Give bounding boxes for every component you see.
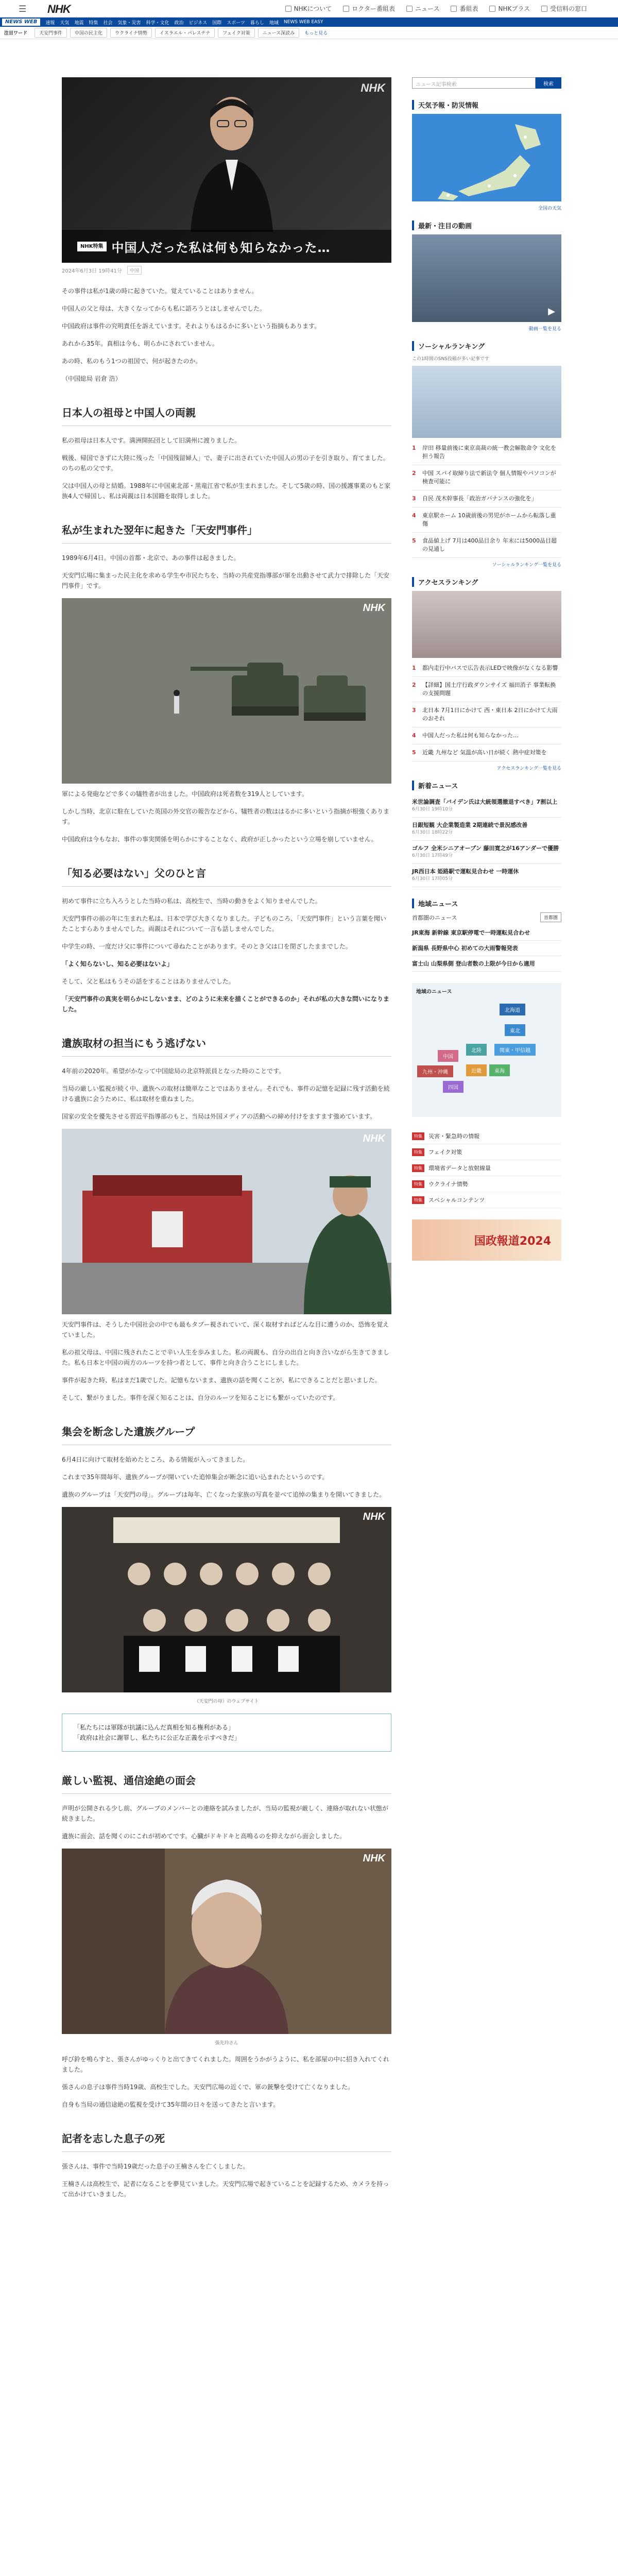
nav-item[interactable]: 社会 [103, 20, 113, 26]
paragraph: 天安門広場に集まった民主化を求める学生や市民たちを、当時の共産党指導部が軍を出動させて武力で排除した「天安門事件」です。 [62, 572, 390, 589]
top-header [0, 0, 618, 18]
link-icon [451, 6, 457, 12]
reporter-image [180, 88, 283, 232]
news-item[interactable]: 米世論調査「バイデン氏は大統領選撤退すべき」7割以上 6月30日 19時10分 [412, 794, 561, 818]
service-link[interactable]: 特集 スペシャルコンテンツ [412, 1192, 561, 1208]
region-map [412, 983, 561, 1117]
nav-item[interactable]: 速報 [45, 20, 55, 26]
paragraph: 声明が公開される少し前、グループのメンバーとの連絡を試みましたが、当局の監視が厳しく、連絡が取れない状態が続きました。 [62, 1805, 388, 1822]
services-list [412, 1128, 561, 1208]
group-photo-art [62, 1507, 391, 1692]
hero-caption [62, 230, 391, 263]
weather-map[interactable] [412, 114, 561, 201]
ranking-hero[interactable] [412, 366, 561, 438]
access-more-link[interactable]: アクセスランキング一覧を見る [496, 766, 561, 771]
nav-item[interactable]: NEWS WEB EASY [283, 20, 323, 25]
paragraph: 中学生の時、一度だけ父に事件について尋ねたことがあります。そのとき父は口を閉ざしたままでした。 [62, 943, 352, 950]
paragraph: 私の祖父母は、中国に残されたことで辛い人生を歩みました。私の両親も、自分の出自と向き合いながら生きてきました。私も日本と中国の両方のルーツを持つ者として、事件と向き合うことにしました。 [62, 1349, 390, 1366]
paragraph: これまで35年間毎年、遺族グループが開いていた追悼集会が断念に追い込まれたというのです。 [62, 1473, 329, 1481]
paragraph: 遺族のグループは「天安門の母」。グループは毎年、亡くなった家族の写真を並べて追悼の集まりを開いてきました。 [62, 1491, 386, 1498]
region-btn-tokai[interactable]: 東海 [489, 1064, 510, 1076]
region-label: 首都圏のニュース [412, 914, 457, 921]
keyword-chip[interactable]: ニュース深読み [258, 28, 300, 38]
nhk-watermark: NHK [363, 1133, 385, 1144]
sidebar [412, 77, 561, 1261]
nav-item[interactable]: 気象・災害 [117, 20, 141, 26]
nhk-logo[interactable]: NHK [47, 3, 71, 15]
keyword-bar [0, 27, 618, 39]
keyword-chip[interactable]: 中国の民主化 [70, 28, 107, 38]
region-btn-hokkaido[interactable]: 北海道 [500, 1004, 525, 1015]
byline: （中国総局 岩倉 浩） [62, 375, 122, 382]
paragraph: 軍による発砲などで多くの犠牲者が出ました。中国政府は死者数を319人としています。 [62, 790, 308, 798]
news-web-brand[interactable]: NEWS WEB [2, 19, 40, 26]
header-link[interactable]: 受信料の窓口 [541, 4, 587, 13]
keyword-chip[interactable]: 天安門事件 [35, 28, 67, 38]
play-icon: ▶ [548, 306, 555, 317]
search-button[interactable]: 検索 [536, 77, 561, 89]
header-links [285, 4, 587, 13]
tank-man-photo [62, 598, 391, 784]
lead-paragraph: あれから35年。真相は今も、明らかにされていません。 [62, 340, 218, 347]
nav-item[interactable]: ビジネス [188, 20, 208, 26]
lead-paragraph: 中国政府は事件の究明責任を訴えています。それよりもはるかに多いという指摘もあります。 [62, 323, 321, 330]
statement-line: 「私たちには軍隊が抗議に込んだ真相を知る権利がある」 [74, 1724, 235, 1731]
access-item[interactable]: 3 北日本 7月1日にかけて 西・東日本 2日にかけて大雨のおそれ [412, 702, 561, 727]
paragraph: 国家の安全を優先させる習近平指導部のもと、当局は外国メディアの活動への締め付けをますます強めています。 [62, 1113, 376, 1120]
service-link[interactable]: 特集 フェイク対策 [412, 1144, 561, 1160]
paragraph: 天安門事件は、そうした中国社会の中でも最もタブー視されていて、深く取材すればどんな目に遭うのか、恐怖を覚えていました。 [62, 1321, 389, 1338]
service-link[interactable]: 特集 ウクライナ情勢 [412, 1176, 561, 1192]
section-heading: 集会を断念した遺族グループ [62, 1423, 391, 1445]
paragraph: 張さんは、事件で当時19歳だった息子の王楠さんを亡くしました。 [62, 2163, 249, 2170]
keyword-label: 注目ワード [4, 31, 28, 36]
header-link[interactable]: NHKについて [285, 4, 332, 13]
region-news-list [412, 925, 561, 972]
region-news-item[interactable]: JR東海 新幹線 東京駅停電で一時運転見合わせ [412, 925, 561, 941]
search-input[interactable]: ニュース記事検索 [412, 77, 536, 89]
ranking-item[interactable]: 1 岸田 移量前後に東京高裁の統一教会解散命令 文化を担う報告 [412, 440, 561, 465]
paragraph: 事件が起きた時、私はまだ1歳でした。記憶もないまま、遺族の話を聞くことが、私にできることだと思いました。 [62, 1377, 381, 1384]
service-link[interactable]: 特集 環境省データと放射線量 [412, 1160, 561, 1176]
ranking-item[interactable]: 5 食品値上げ 7月は400品目余り 年末には5000品目超の見通し [412, 533, 561, 558]
paragraph: 呼び鈴を鳴らすと、張さんがゆっくりと出てきてくれました。周囲をうかがうように、私を部屋の中に招き入れてくれました。 [62, 2056, 389, 2073]
ranking-more-link[interactable]: ソーシャルランキング一覧を見る [492, 563, 561, 568]
keyword-chip[interactable]: イスラエル・パレスチナ [155, 28, 215, 38]
keyword-more-link[interactable]: もっと見る [304, 31, 328, 36]
election-banner[interactable]: 国政報道2024 [412, 1219, 561, 1261]
paragraph: しかし当時、北京に駐在していた英国の外交官の報告などから、犠牲者の数ははるかに多いという指摘が根強くあります。 [62, 808, 390, 825]
paragraph: 張さんの息子は事件当時19歳、高校生でした。天安門広場の近くで、軍の銃撃を受けて亡くなりました。 [62, 2083, 354, 2091]
paragraph: 初めて事件に立ち入ろうとした当時の私は、高校生で、当時の動きをよく知りませんでした。 [62, 897, 321, 905]
header-link[interactable]: 番組表 [451, 4, 478, 13]
lead-paragraph: その事件は私が1歳の時に起きていた。覚えていることはありません。 [62, 287, 258, 295]
paragraph: 6月4日に向けて取材を始めたところ、ある情報が入ってきました。 [62, 1456, 249, 1463]
link-icon [406, 6, 413, 12]
region-news-item[interactable]: 新潟県 長野県中心 初めての大雨警報発表 [412, 941, 561, 956]
region-btn-shikoku[interactable]: 四国 [443, 1081, 464, 1093]
header-link[interactable]: ロクター番組表 [343, 4, 395, 13]
paragraph: 当局の厳しい監視が続く中、遺族への取材は簡単なことではありません。それでも、事件の記憶を記録に残す活動を続ける遺族に会うために、私は取材を重ねました。 [62, 1085, 390, 1103]
figure-caption: （天安門の母）のウェブサイト [194, 1699, 259, 1704]
region-btn-kanto[interactable]: 関東・甲信越 [494, 1044, 536, 1056]
section-heading: 「知る必要はない」父のひと言 [62, 865, 391, 887]
father-quote: 「よく知らないし、知る必要はないよ」 [62, 960, 174, 968]
access-item[interactable]: 2 【詳細】国土庁行政ダウンサイズ 福田消子 事業転換の支援問題 [412, 677, 561, 702]
link-icon [541, 6, 547, 12]
nhk-watermark: NHK [363, 602, 385, 614]
nhk-watermark: NHK [363, 1853, 385, 1864]
paragraph: 1989年6月4日。中国の首都・北京で、あの事件は起きました。 [62, 554, 240, 562]
access-item[interactable]: 5 近畿 九州など 気温が高い日が続く 熱中症対策を [412, 744, 561, 761]
section-heading: 記者を志した息子の死 [62, 2130, 391, 2152]
access-ranking-heading: アクセスランキング [412, 577, 561, 587]
section-heading: 日本人の祖母と中国人の両親 [62, 404, 391, 426]
header-link[interactable]: ニュース [406, 4, 439, 13]
region-btn-chugoku[interactable]: 中国 [438, 1050, 458, 1062]
tank-photo-art [62, 598, 391, 784]
lead-paragraph: あの時、私のもう1つの祖国で、何が起きたのか。 [62, 358, 202, 365]
region-btn-kinki[interactable]: 近畿 [466, 1064, 487, 1076]
hero-video[interactable] [62, 77, 391, 263]
social-ranking-heading: ソーシャルランキング [412, 341, 561, 351]
nav-item[interactable]: スポーツ [227, 20, 245, 26]
region-selector [412, 912, 561, 922]
paragraph: 天安門事件の前の年に生まれた私は、日本で学び大きくなりました。子どものころ、「天安門事件」という言葉を聞いたことすらありませんでした。両親はそれについて一言も話しませんでした。 [62, 915, 387, 933]
nav-item[interactable]: 地震 [74, 20, 84, 26]
nav-item[interactable]: 国際 [212, 20, 222, 26]
header-link[interactable]: NHKプラス [489, 4, 530, 13]
news-item[interactable]: ゴルフ 全米シニアオープン 藤田寛之が16アンダーで優勝 6月30日 17時49分 [412, 841, 561, 864]
paragraph: 遺族に面会、話を聞くのにこれが初めてです。心臓がドキドキと高鳴るのを抑えながら面会しました。 [62, 1833, 346, 1840]
section-heading: 遺族取材の担当にもう逃げない [62, 1035, 391, 1057]
nav-item[interactable]: 特集 [89, 20, 98, 26]
paragraph: そして、繋がりました。事件を深く知ることは、自分のルーツを知ることにも繋がっていたのです。 [62, 1394, 339, 1401]
nhk-watermark: NHK [363, 1511, 385, 1522]
news-item[interactable]: JR西日本 姫路駅で運転見合わせ 一時運休 6月30日 17時05分 [412, 864, 561, 887]
latest-video[interactable] [412, 234, 561, 322]
article-date: 2024年6月3日 19時41分 [62, 268, 122, 274]
ranking-note: この1時間のSNS投稿が多い記事です [412, 357, 489, 362]
statement-line: 「政府は社会に謝罪し、私たちに公正な正義を示すべきだ」 [74, 1734, 241, 1741]
portrait-photo-art [62, 1849, 391, 2034]
ranking-item[interactable]: 2 中国 スパイ取締り法で新法令 個人情報やパソコンが検査可能に [412, 465, 561, 490]
article-tag[interactable]: 中国 [127, 266, 142, 275]
nhk-watermark: NHK [360, 81, 385, 94]
figure-caption: 張先玲さん [215, 2041, 238, 2046]
weather-heading: 天気予報・防災情報 [412, 100, 561, 110]
zhang-portrait-photo [62, 1849, 391, 2034]
search-form [412, 77, 561, 89]
region-dropdown[interactable]: 首都圏 [540, 912, 561, 922]
paragraph: 自身も当局の通信途絶の監視を受けて35年間の日々を送ってきたと言います。 [62, 2101, 280, 2108]
link-icon [343, 6, 349, 12]
service-link[interactable]: 特集 災害・緊急時の情報 [412, 1128, 561, 1144]
tiananmen-guard-photo [62, 1129, 391, 1314]
guard-photo-art [62, 1129, 391, 1314]
special-badge: NHK特集 [77, 242, 107, 251]
menu-icon[interactable]: ☰ [19, 4, 27, 14]
paragraph: 4年前の2020年。希望がかなって中国総局の北京特派員となった時のことです。 [62, 1067, 285, 1075]
paragraph: 王楠さんは高校生で、記者になることを夢見ていました。天安門広場で起きていることを記録するため、カメラを持って出かけていきました。 [62, 2180, 389, 2198]
paragraph: 私の祖母は日本人です。満洲開拓団として旧満州に渡りました。 [62, 437, 241, 444]
keyword-chip[interactable]: フェイク対策 [218, 28, 254, 38]
section-heading: 厳しい監視、通信途絶の面会 [62, 1772, 391, 1794]
ranking-item[interactable]: 3 自民 茂木幹事長「政治ガバナンスの強化を」 [412, 490, 561, 507]
news-item[interactable]: 日銀短観 大企業製造業 2期連続で景況感改善 6月30日 18時22分 [412, 818, 561, 841]
video-list-link[interactable]: 動画一覧を見る [528, 327, 561, 332]
paragraph: 中国政府は今もなお、事件の事実関係を明らかにすることなく、政府が正しかったという立場を崩していません。 [62, 836, 377, 843]
main-nav [0, 18, 618, 27]
statement-box [62, 1714, 391, 1752]
keyword-chip[interactable]: ウクライナ情勢 [110, 28, 152, 38]
region-map-title: 地域のニュース [416, 989, 452, 995]
paragraph: 戦後、帰国できずに大陸に残った「中国残留婦人」で、妻子に出されていた中国人の男の子を引き取り、育てました。のちの私の父です。 [62, 454, 389, 472]
lead-paragraph: 中国人の父と母は、大きくなってからも私に語ろうとはしませんでした。 [62, 305, 266, 312]
nav-item[interactable]: 政治 [174, 20, 184, 26]
paragraph: そして、父と私はもうその話をすることはありませんでした。 [62, 978, 235, 985]
section-heading: 私が生まれた翌年に起きた「天安門事件」 [62, 522, 391, 544]
new-news-heading: 新着ニュース [412, 781, 561, 790]
paragraph: 父は中国人の母と結婚。1988年に中国東北部・黒竜江省で私が生まれました。そして5歳の時、国の援護事業のもと家族4人で帰国し、私は両親は日本国籍を取得しました。 [62, 482, 391, 500]
link-icon [489, 6, 495, 12]
nav-item[interactable]: 天気 [60, 20, 70, 26]
region-news-item[interactable]: 富士山 山梨県側 登山者数の上限が今日から適用 [412, 956, 561, 972]
article-meta [62, 266, 391, 275]
access-item[interactable]: 1 都内走行中バスで広告表示LEDで映像がなくなる影響 [412, 660, 561, 677]
new-news-list [412, 794, 561, 887]
japan-map-icon [412, 114, 561, 201]
latest-video-heading: 最新・注目の動画 [412, 221, 561, 230]
region-news-heading: 地域ニュース [412, 899, 561, 908]
nav-item[interactable]: 科学・文化 [146, 20, 169, 26]
nav-item[interactable]: 暮らし [250, 20, 264, 26]
region-btn-hokuriku[interactable]: 北陸 [466, 1044, 487, 1056]
access-item[interactable]: 4 中国人だった私は何も知らなかった… [412, 727, 561, 744]
paragraph: 「天安門事件の真実を明らかにしないまま、どのように未来を描くことができるのか」それが私の大きな問いになりました。 [62, 995, 390, 1013]
weather-more-link[interactable]: 全国の天気 [538, 206, 561, 211]
region-btn-kyushu[interactable]: 九州・沖縄 [417, 1065, 453, 1077]
region-btn-tohoku[interactable]: 東北 [505, 1024, 525, 1036]
article-main [62, 77, 391, 2207]
access-hero[interactable] [412, 591, 561, 658]
mothers-group-photo [62, 1507, 391, 1692]
ranking-item[interactable]: 4 東京駅ホーム 10歳前後の男児がホームから転落し重傷 [412, 507, 561, 533]
link-icon [285, 6, 291, 12]
hero-title: 中国人だった私は何も知らなかった… [111, 240, 331, 255]
nav-item[interactable]: 地域 [269, 20, 279, 26]
